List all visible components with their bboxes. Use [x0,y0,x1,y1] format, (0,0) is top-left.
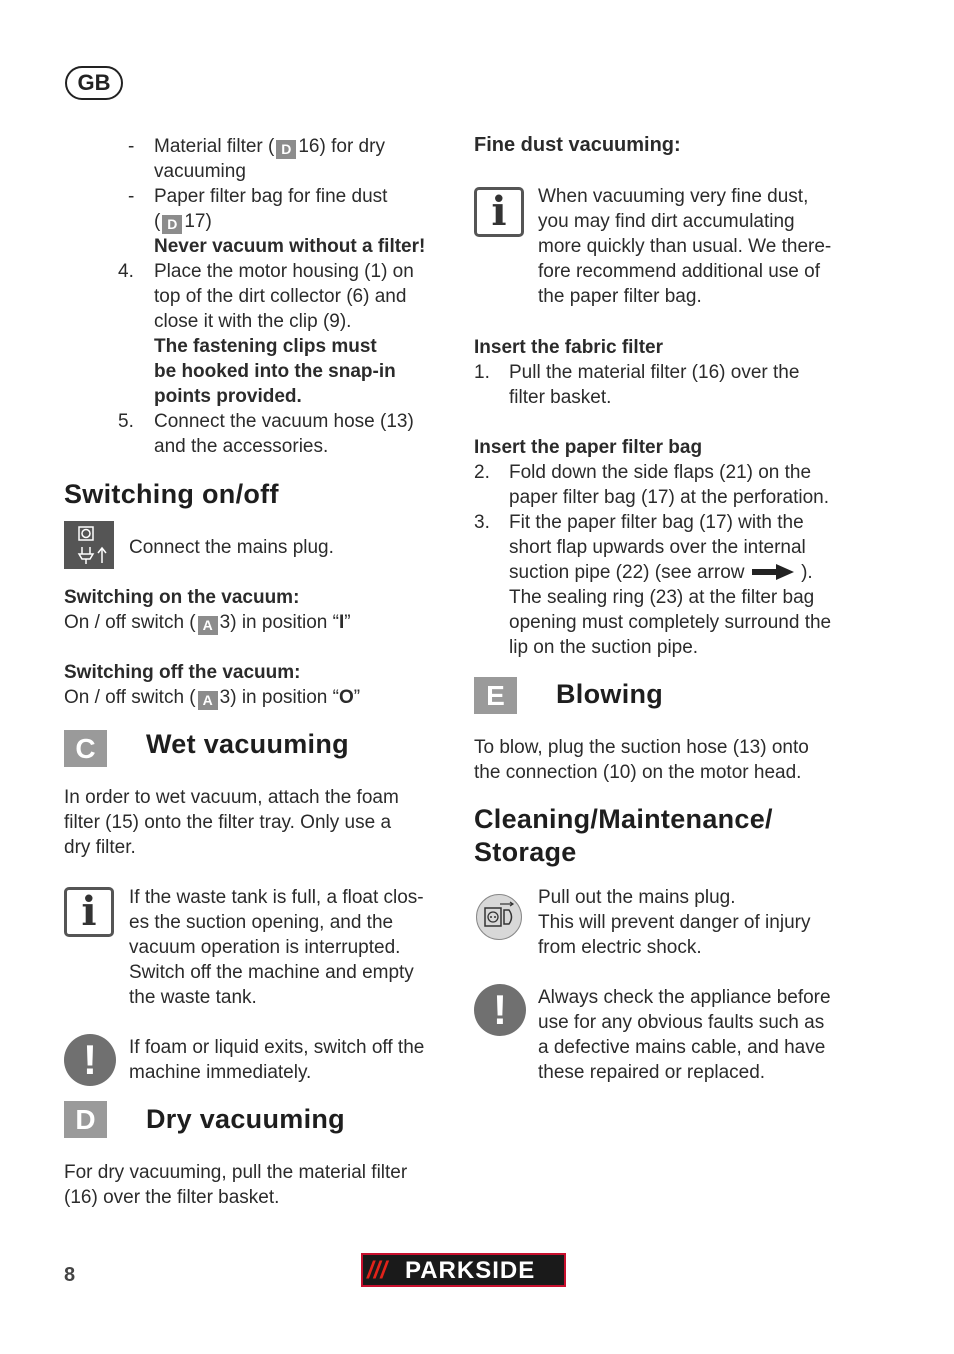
list-item-paper-filter: Paper filter bag for fine dust [154,186,388,207]
step-line: suction pipe (22) (see arrow ). [509,562,813,583]
fabric-filter-heading: Insert the fabric filter [474,337,663,358]
step-line: paper filter bag (17) at the perforation. [509,487,830,508]
step-bold-line: The fastening clips must [154,336,377,357]
step-number: 1. [474,362,490,383]
step-line: Place the motor housing (1) on [154,261,414,282]
step-line: Fold down the side flaps (21) on the [509,462,812,483]
list-item-material-filter: Material filter ( D 16) for dry [154,136,385,157]
section-title-blowing: Blowing [556,679,664,709]
plug-text-line: from electric shock. [538,937,702,958]
section-letter-d: D [64,1101,107,1138]
check-warn-line: a defective mains cable, and have [538,1037,826,1058]
fine-dust-heading: Fine dust vacuuming: [474,134,681,156]
wet-warn-line: machine immediately. [129,1062,312,1083]
check-warn-line: Always check the appliance before [538,987,831,1008]
switch-off-text: On / off switch ( A 3) in position “O” [64,687,361,708]
list-marker: - [128,136,135,157]
step-line: Fit the paper filter bag (17) with the [509,512,804,533]
dry-para-line: For dry vacuuming, pull the material filter [64,1162,408,1183]
logo-slashes: /// [367,1257,388,1284]
wet-info-line: If the waste tank is full, a float clos- [129,887,424,908]
step-line: The sealing ring (23) at the filter bag [509,587,815,608]
warning-exclamation-icon: ! [64,1034,116,1086]
list-marker: - [128,186,135,207]
wet-info-line: Switch off the machine and empty [129,962,414,983]
section-title-cleaning-2: Storage [474,837,577,867]
list-item-line: vacuuming [154,161,246,182]
step-number: 3. [474,512,490,533]
wet-info-line: es the suction opening, and the [129,912,394,933]
step-line: opening must completely surround the [509,612,832,633]
wet-info-line: vacuum operation is interrupted. [129,937,401,958]
step-line: close it with the clip (9). [154,311,352,332]
arrow-right-icon [752,564,794,580]
section-title-dry: Dry vacuuming [146,1104,345,1134]
section-title-wet: Wet vacuuming [146,729,349,759]
never-vacuum-warning: Never vacuum without a filter! [154,236,426,257]
step-line: short flap upwards over the internal [509,537,806,558]
fine-info-line: the paper filter bag. [538,286,702,307]
section-title-cleaning: Cleaning/Maintenance/ [474,804,773,834]
fine-info-line: fore recommend additional use of [538,261,820,282]
step-line: top of the dirt collector (6) and [154,286,407,307]
blowing-para-line: the connection (10) on the motor head. [474,762,802,783]
blowing-para-line: To blow, plug the suction hose (13) onto [474,737,809,758]
paper-filter-heading: Insert the paper filter bag [474,437,703,458]
logo-wordmark: PARKSIDE [405,1257,536,1284]
section-letter-e: E [474,677,517,714]
wet-para-line: In order to wet vacuum, attach the foam [64,787,399,808]
connect-mains-text: Connect the mains plug. [129,537,334,558]
list-item-line: ( D 17) [154,211,212,232]
section-letter-c: C [64,730,107,767]
wet-info-line: the waste tank. [129,987,257,1008]
figure-badge: A [198,691,218,710]
switch-on-heading: Switching on the vacuum: [64,587,300,608]
parkside-logo [361,1253,566,1287]
figure-badge: A [198,616,218,635]
step-line: and the accessories. [154,436,329,457]
plug-text-line: Pull out the mains plug. [538,887,736,908]
figure-badge: D [276,140,296,159]
check-warn-line: these repaired or replaced. [538,1062,766,1083]
switch-off-heading: Switching off the vacuum: [64,662,301,683]
wet-warn-line: If foam or liquid exits, switch off the [129,1037,425,1058]
step-number: 4. [118,261,134,282]
plug-text-line: This will prevent danger of injury [538,912,811,933]
fine-info-line: more quickly than usual. We there- [538,236,832,257]
figure-badge: D [162,215,182,234]
dry-para-line: (16) over the filter basket. [64,1187,280,1208]
step-line: Connect the vacuum hose (13) [154,411,414,432]
info-icon: i [64,887,114,937]
switch-on-text: On / off switch ( A 3) in position “I” [64,612,351,633]
step-line: filter basket. [509,387,612,408]
wet-para-line: dry filter. [64,837,136,858]
step-bold-line: be hooked into the snap-in [154,361,396,382]
step-line: Pull the material filter (16) over the [509,362,800,383]
wet-para-line: filter (15) onto the filter tray. Only use a [64,812,392,833]
fine-info-line: When vacuuming very fine dust, [538,186,809,207]
warning-exclamation-icon: ! [474,984,526,1036]
language-badge: GB [65,66,123,100]
step-bold-line: points provided. [154,386,302,407]
section-title-switching: Switching on/off [64,479,279,509]
info-icon: i [474,187,524,237]
page-number: 8 [64,1264,76,1286]
step-number: 2. [474,462,490,483]
check-warn-line: use for any obvious faults such as [538,1012,825,1033]
fine-info-line: you may find dirt accumulating [538,211,795,232]
step-line: lip on the suction pipe. [509,637,699,658]
step-number: 5. [118,411,134,432]
mains-plug-switch-icon [64,521,114,569]
unplug-icon [476,894,522,940]
